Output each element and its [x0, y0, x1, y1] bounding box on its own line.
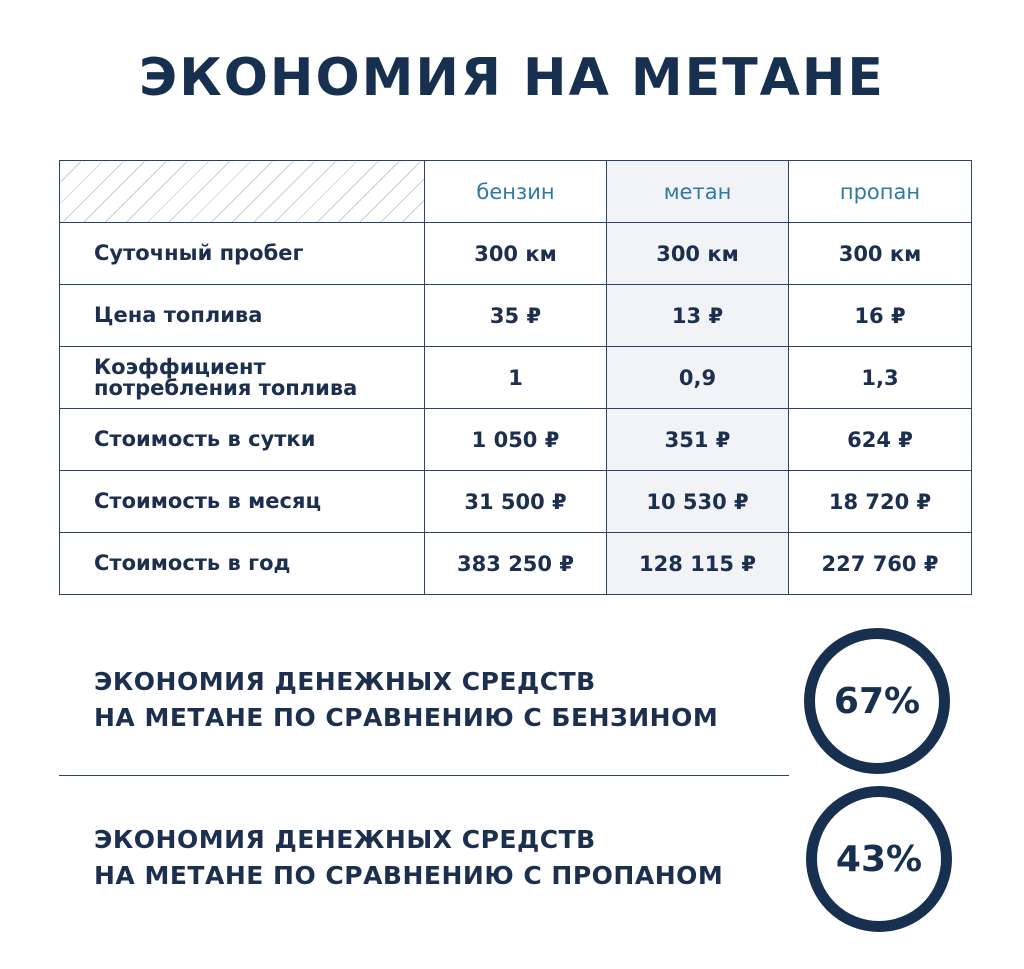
cell-propan: 300 км	[789, 223, 972, 285]
row-label: Стоимость в месяц	[60, 471, 425, 533]
table-row	[60, 471, 972, 533]
header-benzin: бензин	[425, 161, 607, 223]
saving-line2: НА МЕТАНЕ ПО СРАВНЕНИЮ С БЕНЗИНОМ	[94, 703, 719, 732]
comparison-table	[59, 160, 972, 595]
cell-propan: 18 720 ₽	[789, 471, 972, 533]
table-row	[60, 223, 972, 285]
cell-benzin: 31 500 ₽	[425, 471, 607, 533]
divider	[59, 775, 789, 776]
cell-propan: 1,3	[789, 347, 972, 409]
cell-benzin: 1 050 ₽	[425, 409, 607, 471]
saving-vs-propan-text	[94, 822, 723, 894]
row-label-line1: Коэффициент	[94, 354, 266, 379]
table-row	[60, 285, 972, 347]
saving-line2: НА МЕТАНЕ ПО СРАВНЕНИЮ С ПРОПАНОМ	[94, 861, 724, 890]
saving-vs-benzin-text	[94, 664, 718, 736]
cell-propan: 227 760 ₽	[789, 533, 972, 595]
percent-ring-benzin: 67%	[804, 628, 950, 774]
cell-metan: 351 ₽	[607, 409, 789, 471]
cell-benzin: 35 ₽	[425, 285, 607, 347]
table-header-row	[60, 161, 972, 223]
cell-benzin: 1	[425, 347, 607, 409]
cell-benzin: 300 км	[425, 223, 607, 285]
cell-metan: 10 530 ₽	[607, 471, 789, 533]
table-row	[60, 409, 972, 471]
saving-line1: ЭКОНОМИЯ ДЕНЕЖНЫХ СРЕДСТВ	[94, 825, 596, 854]
header-propan: пропан	[789, 161, 972, 223]
percent-ring-propan: 43%	[806, 786, 952, 932]
row-label	[60, 347, 425, 409]
row-label: Стоимость в сутки	[60, 409, 425, 471]
table-row	[60, 533, 972, 595]
row-label-line2: потребления топлива	[94, 375, 358, 400]
cell-benzin: 383 250 ₽	[425, 533, 607, 595]
header-metan: метан	[607, 161, 789, 223]
row-label: Стоимость в год	[60, 533, 425, 595]
table-corner-hatch	[60, 161, 425, 223]
cell-metan: 128 115 ₽	[607, 533, 789, 595]
saving-line1: ЭКОНОМИЯ ДЕНЕЖНЫХ СРЕДСТВ	[94, 667, 596, 696]
page-title: ЭКОНОМИЯ НА МЕТАНЕ	[139, 48, 885, 108]
row-label: Суточный пробег	[60, 223, 425, 285]
cell-metan: 13 ₽	[607, 285, 789, 347]
row-label: Цена топлива	[60, 285, 425, 347]
cell-metan: 0,9	[607, 347, 789, 409]
cell-propan: 16 ₽	[789, 285, 972, 347]
cell-metan: 300 км	[607, 223, 789, 285]
table-row	[60, 347, 972, 409]
cell-propan: 624 ₽	[789, 409, 972, 471]
